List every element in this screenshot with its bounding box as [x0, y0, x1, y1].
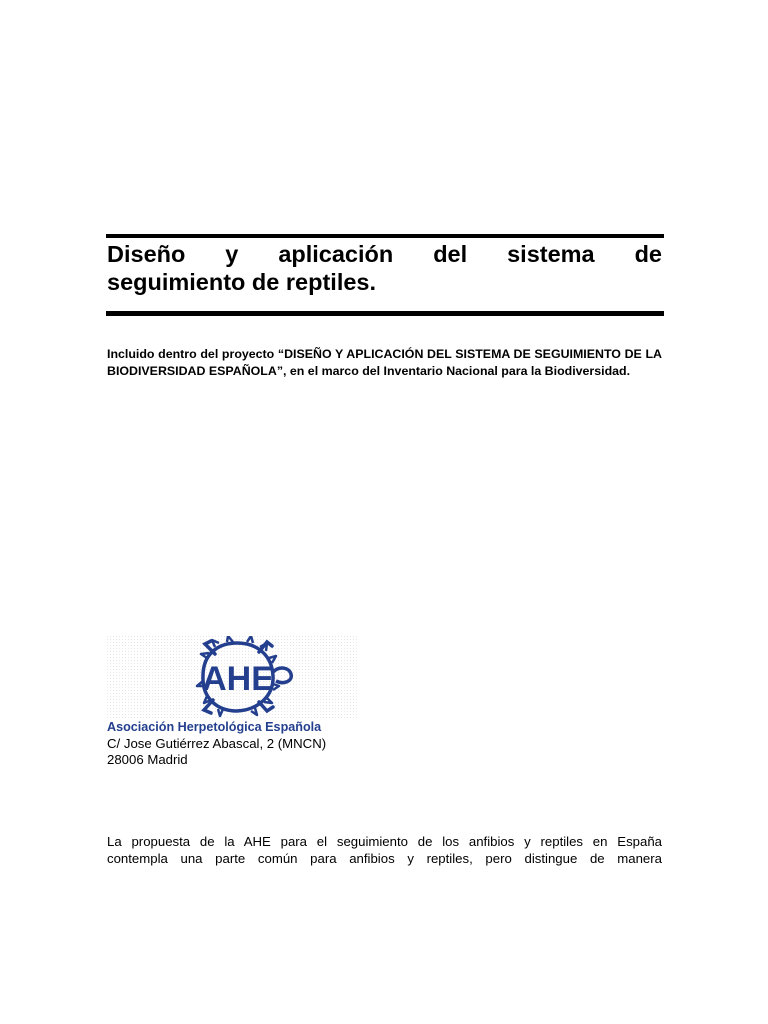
organization-address [107, 736, 326, 768]
ahe-logo [107, 636, 359, 718]
title-bottom-rule [106, 311, 664, 316]
document-title [107, 240, 662, 296]
address-city: 28006 Madrid [107, 752, 188, 767]
logo-lettering: AHE [202, 660, 274, 698]
address-street: C/ Jose Gutiérrez Abascal, 2 (MNCN) [107, 736, 327, 751]
title-line-2: seguimiento de reptiles. [107, 269, 377, 295]
title-top-rule [106, 234, 664, 238]
project-subtitle: Incluido dentro del proyecto “DISEÑO Y APLICACIÓN DEL SISTEMA DE SEGUIMIENTO DE LA BIODIVERSIDAD ESPAÑOLA”, en el marco del Inventario Nacional para la Biodiversidad. [107, 347, 662, 378]
body-line-2: contempla una parte común para anfibios y reptiles, pero distingue de manera [107, 851, 662, 866]
body-line-1: La propuesta de la AHE para el seguimiento de los anfibios y reptiles en España [107, 834, 662, 849]
body-paragraph [107, 833, 662, 867]
title-line-1: Diseño y aplicación del sistema de [107, 241, 662, 267]
turtle-logo-icon [107, 636, 359, 718]
organization-name: Asociación Herpetológica Española [107, 720, 322, 734]
